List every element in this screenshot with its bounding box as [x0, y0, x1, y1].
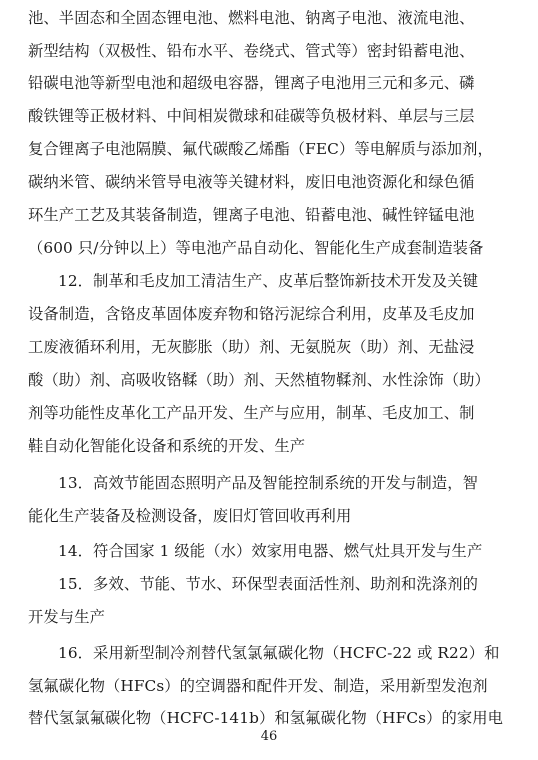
- text-line: 设备制造，含铬皮革固体废弃物和铬污泥综合利用，皮革及毛皮加: [28, 305, 475, 323]
- text-line: 复合锂离子电池隔膜、氟代碳酸乙烯酯（FEC）等电解质与添加剂，: [28, 140, 493, 158]
- text-line: （600 只/分钟以上）等电池产品自动化、智能化生产成套制造装备: [28, 239, 484, 257]
- text-line: 酸铁锂等正极材料、中间相炭微球和硅碳等负极材料、单层与三层: [28, 107, 475, 125]
- text-line: 氢氟碳化物（HFCs）的空调器和配件开发、制造，采用新型发泡剂: [28, 677, 488, 695]
- text-line: 能化生产装备及检测设备，废旧灯管回收再利用: [28, 507, 352, 525]
- text-line: 环生产工艺及其装备制造，锂离子电池、铅蓄电池、碱性锌锰电池: [28, 206, 475, 224]
- text-line: 新型结构（双极性、铅布水平、卷绕式、管式等）密封铅蓄电池、: [28, 42, 475, 60]
- paragraph-15-first-line: 15．多效、节能、节水、环保型表面活性剂、助剂和洗涤剂的: [58, 575, 478, 593]
- text-line: 剂等功能性皮革化工产品开发、生产与应用，制革、毛皮加工、制: [28, 404, 475, 422]
- paragraph-12-first-line: 12．制革和毛皮加工清洁生产、皮革后整饰新技术开发及关键: [58, 272, 478, 290]
- text-line: 鞋自动化智能化设备和系统的开发、生产: [28, 437, 306, 455]
- paragraph-14-first-line: 14．符合国家 1 级能（水）效家用电器、燃气灶具开发与生产: [58, 542, 483, 560]
- paragraph-16-first-line: 16．采用新型制冷剂替代氢氯氟碳化物（HCFC-22 或 R22）和: [58, 644, 500, 662]
- page-number: 46: [260, 729, 278, 744]
- text-line: 碳纳米管、碳纳米管导电液等关键材料，废旧电池资源化和绿色循: [28, 173, 475, 191]
- text-line: 开发与生产: [28, 608, 105, 626]
- text-line: 池、半固态和全固态锂电池、燃料电池、钠离子电池、液流电池、: [28, 9, 475, 27]
- text-line: 酸（助）剂、高吸收铬鞣（助）剂、天然植物鞣剂、水性涂饰（助）: [28, 371, 490, 389]
- paragraph-13-first-line: 13．高效节能固态照明产品及智能控制系统的开发与制造，智: [58, 474, 478, 492]
- text-line: 铅碳电池等新型电池和超级电容器，锂离子电池用三元和多元、磷: [28, 74, 475, 92]
- text-line: 工废液循环利用，无灰膨胀（助）剂、无氨脱灰（助）剂、无盐浸: [28, 338, 475, 356]
- text-line: 替代氢氯氟碳化物（HCFC-141b）和氢氟碳化物（HFCs）的家用电: [28, 709, 504, 727]
